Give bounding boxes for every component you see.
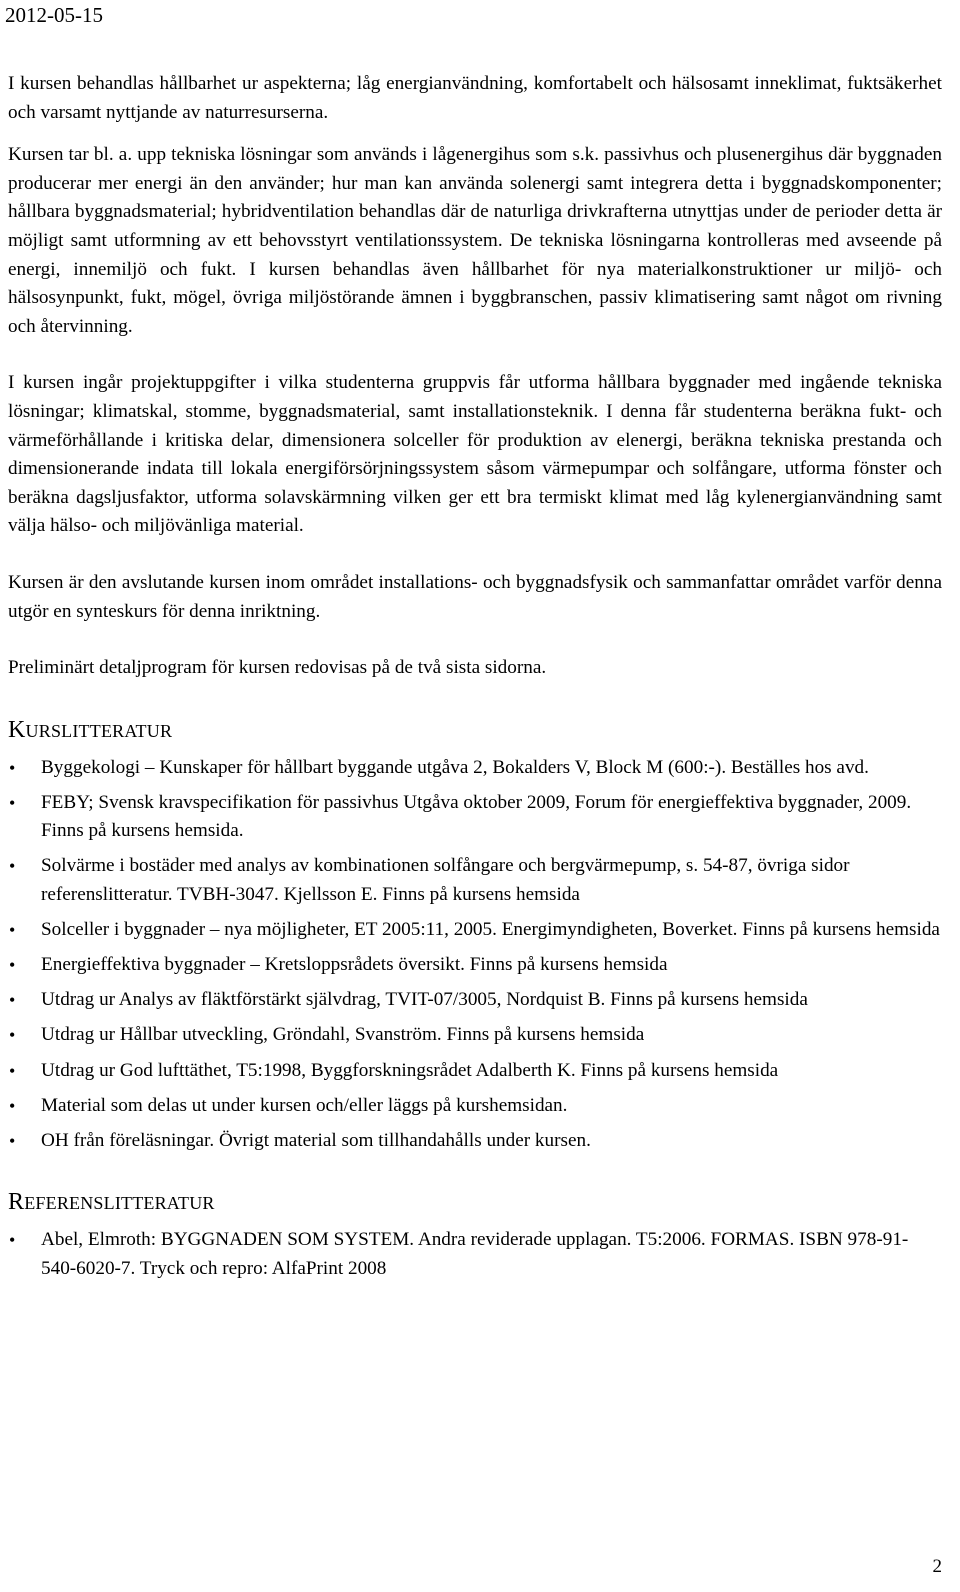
referenslitteratur-heading-rest: EFERENSLITTERATUR <box>24 1193 215 1214</box>
list-item <box>8 754 942 783</box>
list-item-text: Utdrag ur Analys av fläktförstärkt självdrag, TVIT-07/3005, Nordquist B. Finns på kursens hemsida <box>41 989 808 1011</box>
kurslitteratur-list <box>8 754 942 1156</box>
document-body <box>8 70 942 1290</box>
bullet-icon: • <box>9 990 16 1011</box>
list-item <box>8 852 942 909</box>
bullet-icon: • <box>9 1060 16 1081</box>
referenslitteratur-heading-initial: R <box>8 1189 25 1216</box>
bullet-icon: • <box>9 955 16 976</box>
list-item-text: OH från föreläsningar. Övrigt material som tillhandahålls under kursen. <box>41 1129 591 1151</box>
synthesis-paragraph: Kursen är den avslutande kursen inom området installations- och byggnadsfysik och sammanfattar området varför denna utgör en synteskurs för denna inriktning. <box>8 571 942 622</box>
kurslitteratur-heading <box>8 715 942 746</box>
list-item <box>8 1092 942 1121</box>
list-item-text: Utdrag ur Hållbar utveckling, Gröndahl, Svanström. Finns på kursens hemsida <box>41 1024 645 1046</box>
list-item-text: Abel, Elmroth: BYGGNADEN SOM SYSTEM. Andra reviderade upplagan. T5:2006. FORMAS. ISBN 978-91-540-6020-7. Tryck och repro: AlfaPrint 2008 <box>41 1229 909 1279</box>
list-item-text: Utdrag ur God lufttäthet, T5:1998, Byggforskningsrådet Adalberth K. Finns på kursens hemsida <box>41 1059 779 1081</box>
bullet-icon: • <box>9 792 16 813</box>
bullet-icon: • <box>9 757 16 778</box>
bullet-icon: • <box>9 1130 16 1151</box>
bullet-icon: • <box>9 920 16 941</box>
list-item <box>8 1127 942 1156</box>
list-item-text: Energieffektiva byggnader – Kretsloppsrådets översikt. Finns på kursens hemsida <box>41 954 668 976</box>
kurslitteratur-heading-rest: URSLITTERATUR <box>25 720 173 741</box>
list-item <box>8 951 942 980</box>
list-item <box>8 1226 942 1283</box>
list-item <box>8 789 942 846</box>
list-item-text: Solceller i byggnader – nya möjligheter, ET 2005:11, 2005. Energimyndigheten, Boverket. Finns på kursens hemsida <box>41 919 940 941</box>
list-item-text: FEBY; Svensk kravspecifikation för passivhus Utgåva oktober 2009, Forum för energieffektiva byggnader, 2009. Finns på kursens hemsida. <box>41 791 912 842</box>
list-item-text: Material som delas ut under kursen och/eller läggs på kurshemsidan. <box>41 1094 568 1116</box>
list-item-text: Byggekologi – Kunskaper för hållbart byggande utgåva 2, Bokalders V, Block M (600:-). Beställes hos avd. <box>41 756 869 778</box>
list-item <box>8 916 942 945</box>
bullet-icon: • <box>9 856 16 877</box>
schedule-paragraph: Preliminärt detaljprogram för kursen redovisas på de två sista sidorna. <box>8 657 547 679</box>
page-number: 2 <box>932 1556 942 1577</box>
kurslitteratur-heading-initial: K <box>8 716 26 743</box>
list-item-text: Solvärme i bostäder med analys av kombinationen solfångare och bergvärmepump, s. 54-87, övriga sidor referenslitteratur. TVBH-3047. Kjellsson E. Finns på kursens hemsida <box>41 855 850 906</box>
list-item <box>8 1057 942 1086</box>
projects-paragraph: I kursen ingår projektuppgifter i vilka studenterna gruppvis får utforma hållbara byggnader med ingående tekniska lösningar; klimatskal, stomme, byggnadsmaterial, samt installationsteknik. I denna får studenterna beräkna fukt- och värmeförhållande i kritiska delar, dimensionera solceller för produktion av elenergi, beräkna tekniska prestanda och dimensionerande indata till lokala energiförsörjningssystem såsom värmepumpar och solfångare, utforma fönster och beräkna dagsljusfaktor, utforma solavskärmning vilken ger ett bra termiskt klimat med låg kylenergianvändning samt välja hälso- och miljövänliga material. <box>8 372 942 537</box>
referenslitteratur-heading <box>8 1187 942 1218</box>
list-item <box>8 986 942 1015</box>
document-date: 2012-05-15 <box>5 3 103 27</box>
referenslitteratur-list <box>8 1226 942 1283</box>
list-item <box>8 1021 942 1050</box>
bullet-icon: • <box>9 1230 16 1251</box>
solutions-paragraph: Kursen tar bl. a. upp tekniska lösningar som används i lågenergihus som s.k. passivhus och plusenergihus där byggnaden producerar mer energi än den använder; hur man kan använda solenergi samt integrera detta i byggnadskomponenter; hållbara byggnadsmaterial; hybridventilation behandlas där de naturliga drivkrafterna utnyttjas under de perioder detta är möjligt samt utformning av ett behovsstyrt ventilationssystem. De tekniska lösningarna kontrolleras med avseende på energi, innemiljö och fukt. I kursen behandlas även hållbarhet för nya materialkonstruktioner ur miljö- och hälsosynpunkt, fukt, mögel, övriga miljöstörande ämnen i byggbranschen, passiv klimatisering samt något om rivning och återvinning. <box>8 144 942 337</box>
bullet-icon: • <box>9 1095 16 1116</box>
bullet-icon: • <box>9 1025 16 1046</box>
intro-paragraph: I kursen behandlas hållbarhet ur aspekterna; låg energianvändning, komfortabelt och hälsosamt inneklimat, fuktsäkerhet och varsamt nyttjande av naturresurserna. <box>8 73 942 123</box>
